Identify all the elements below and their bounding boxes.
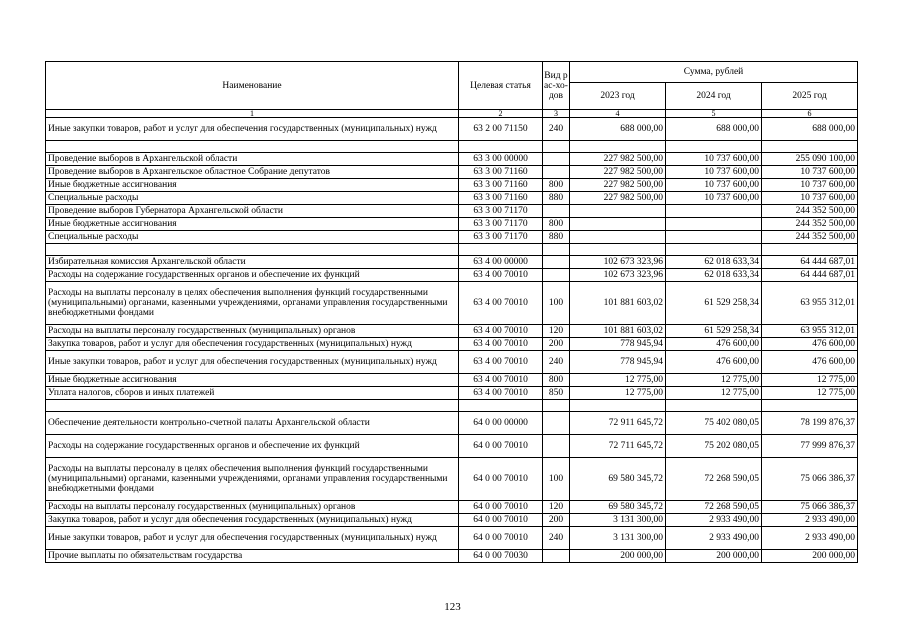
column-number: 5	[666, 110, 762, 118]
row-expense-type: 880	[543, 192, 570, 205]
column-number: 4	[570, 110, 666, 118]
row-amount-2024: 72 268 590,05	[666, 458, 762, 501]
empty-cell	[666, 141, 762, 153]
row-target-article: 64 0 00 70010	[459, 527, 543, 550]
row-amount-2023: 72 911 645,72	[570, 412, 666, 435]
table-row	[46, 192, 858, 205]
column-number: 6	[762, 110, 858, 118]
empty-cell	[46, 400, 459, 412]
row-expense-type: 800	[543, 179, 570, 192]
row-amount-2025: 255 090 100,00	[762, 153, 858, 166]
row-amount-2025: 63 955 312,01	[762, 282, 858, 325]
row-amount-2024: 62 018 633,34	[666, 269, 762, 282]
empty-cell	[666, 244, 762, 256]
table-row	[46, 435, 858, 458]
row-expense-type: 200	[543, 338, 570, 351]
row-target-article: 63 4 00 70010	[459, 338, 543, 351]
row-expense-type: 120	[543, 325, 570, 338]
row-name: Специальные расходы	[46, 192, 459, 205]
page-number: 123	[444, 601, 461, 613]
row-amount-2024: 10 737 600,00	[666, 166, 762, 179]
row-target-article: 63 3 00 71170	[459, 231, 543, 244]
row-expense-type	[543, 153, 570, 166]
row-expense-type: 800	[543, 374, 570, 387]
row-target-article: 63 4 00 70010	[459, 282, 543, 325]
row-target-article: 63 4 00 70010	[459, 374, 543, 387]
empty-cell	[762, 141, 858, 153]
row-expense-type: 800	[543, 218, 570, 231]
row-amount-2025: 64 444 687,01	[762, 256, 858, 269]
row-name: Иные закупки товаров, работ и услуг для обеспечения государственных (муниципальных) нужд	[46, 351, 459, 374]
row-expense-type: 850	[543, 387, 570, 400]
table-row	[46, 501, 858, 514]
table-row	[46, 179, 858, 192]
empty-cell	[543, 400, 570, 412]
row-name: Закупка товаров, работ и услуг для обеспечения государственных (муниципальных) нужд	[46, 514, 459, 527]
table-row	[46, 514, 858, 527]
row-amount-2025: 78 199 876,37	[762, 412, 858, 435]
row-target-article: 63 3 00 71160	[459, 179, 543, 192]
row-amount-2023: 12 775,00	[570, 374, 666, 387]
empty-cell	[459, 244, 543, 256]
row-name: Закупка товаров, работ и услуг для обеспечения государственных (муниципальных) нужд	[46, 338, 459, 351]
table-body	[46, 118, 858, 563]
row-amount-2023: 227 982 500,00	[570, 153, 666, 166]
row-amount-2023: 227 982 500,00	[570, 192, 666, 205]
header-sum: Сумма, рублей	[570, 62, 858, 83]
header-target-article: Целевая статья	[459, 62, 543, 110]
row-amount-2025: 688 000,00	[762, 118, 858, 141]
table-row	[46, 325, 858, 338]
column-number: 3	[543, 110, 570, 118]
row-amount-2025: 10 737 600,00	[762, 166, 858, 179]
row-amount-2025: 2 933 490,00	[762, 527, 858, 550]
row-target-article: 63 3 00 71170	[459, 218, 543, 231]
row-expense-type	[543, 412, 570, 435]
row-name: Расходы на выплаты персоналу в целях обеспечения выполнения функций государственными (муниципальными) органами, казенными учреждениями, органами управления государственными внебюджетными фондами	[46, 458, 459, 501]
table-row	[46, 218, 858, 231]
empty-cell	[459, 400, 543, 412]
row-amount-2023: 69 580 345,72	[570, 501, 666, 514]
row-amount-2023: 72 711 645,72	[570, 435, 666, 458]
row-expense-type	[543, 435, 570, 458]
row-amount-2023	[570, 205, 666, 218]
table-row	[46, 166, 858, 179]
row-amount-2023: 778 945,94	[570, 351, 666, 374]
row-amount-2023	[570, 218, 666, 231]
row-amount-2024: 688 000,00	[666, 118, 762, 141]
row-target-article: 63 4 00 70010	[459, 269, 543, 282]
row-amount-2024: 72 268 590,05	[666, 501, 762, 514]
row-amount-2024: 200 000,00	[666, 550, 762, 563]
table-row	[46, 269, 858, 282]
row-target-article: 64 0 00 70010	[459, 435, 543, 458]
row-amount-2023: 200 000,00	[570, 550, 666, 563]
row-target-article: 64 0 00 70030	[459, 550, 543, 563]
row-amount-2025: 10 737 600,00	[762, 179, 858, 192]
table-row	[46, 205, 858, 218]
row-amount-2024: 75 402 080,05	[666, 412, 762, 435]
row-name: Прочие выплаты по обязательствам государства	[46, 550, 459, 563]
row-expense-type: 240	[543, 527, 570, 550]
table-row	[46, 458, 858, 501]
row-amount-2024: 476 600,00	[666, 338, 762, 351]
row-amount-2025: 12 775,00	[762, 387, 858, 400]
table-row	[46, 351, 858, 374]
empty-cell	[543, 141, 570, 153]
row-expense-type	[543, 256, 570, 269]
table-spacer-row	[46, 141, 858, 153]
header-year-2023: 2023 год	[570, 83, 666, 110]
row-amount-2025: 244 352 500,00	[762, 231, 858, 244]
row-amount-2023: 778 945,94	[570, 338, 666, 351]
row-amount-2025: 476 600,00	[762, 338, 858, 351]
row-amount-2024	[666, 205, 762, 218]
row-amount-2024: 2 933 490,00	[666, 514, 762, 527]
row-target-article: 64 0 00 70010	[459, 458, 543, 501]
row-expense-type: 100	[543, 458, 570, 501]
row-amount-2025: 10 737 600,00	[762, 192, 858, 205]
header-name: Наименование	[46, 62, 459, 110]
row-name: Уплата налогов, сборов и иных платежей	[46, 387, 459, 400]
row-name: Иные закупки товаров, работ и услуг для обеспечения государственных (муниципальных) нужд	[46, 118, 459, 141]
column-number: 2	[459, 110, 543, 118]
row-expense-type	[543, 166, 570, 179]
row-name: Избирательная комиссия Архангельской области	[46, 256, 459, 269]
table-row	[46, 374, 858, 387]
empty-cell	[666, 400, 762, 412]
row-name: Расходы на содержание государственных органов и обеспечение их функций	[46, 269, 459, 282]
row-amount-2024: 2 933 490,00	[666, 527, 762, 550]
row-amount-2024	[666, 231, 762, 244]
row-target-article: 64 0 00 70010	[459, 501, 543, 514]
row-expense-type	[543, 269, 570, 282]
empty-cell	[570, 400, 666, 412]
row-amount-2023: 227 982 500,00	[570, 166, 666, 179]
row-expense-type	[543, 205, 570, 218]
row-name: Обеспечение деятельности контрольно-счетной палаты Архангельской области	[46, 412, 459, 435]
row-target-article: 63 4 00 70010	[459, 325, 543, 338]
empty-cell	[762, 244, 858, 256]
table-row	[46, 118, 858, 141]
header-year-2025: 2025 год	[762, 83, 858, 110]
row-amount-2024: 61 529 258,34	[666, 325, 762, 338]
row-name: Расходы на выплаты персоналу в целях обеспечения выполнения функций государственными (муниципальными) органами, казенными учреждениями, органами управления государственными внебюджетными фондами	[46, 282, 459, 325]
row-amount-2024: 12 775,00	[666, 374, 762, 387]
row-amount-2024: 10 737 600,00	[666, 179, 762, 192]
table-row	[46, 282, 858, 325]
empty-cell	[570, 141, 666, 153]
row-amount-2023: 102 673 323,96	[570, 269, 666, 282]
table-section-row	[46, 153, 858, 166]
header-year-2024: 2024 год	[666, 83, 762, 110]
row-amount-2024: 62 018 633,34	[666, 256, 762, 269]
budget-table	[45, 61, 858, 563]
row-target-article: 63 3 00 71170	[459, 205, 543, 218]
row-target-article: 63 4 00 70010	[459, 351, 543, 374]
row-amount-2023: 101 881 603,02	[570, 325, 666, 338]
empty-cell	[459, 141, 543, 153]
row-amount-2023: 688 000,00	[570, 118, 666, 141]
row-amount-2025: 476 600,00	[762, 351, 858, 374]
row-target-article: 64 0 00 00000	[459, 412, 543, 435]
row-expense-type: 100	[543, 282, 570, 325]
row-name: Иные бюджетные ассигнования	[46, 218, 459, 231]
empty-cell	[762, 400, 858, 412]
row-amount-2024: 61 529 258,34	[666, 282, 762, 325]
table-spacer-row	[46, 400, 858, 412]
row-amount-2023: 102 673 323,96	[570, 256, 666, 269]
row-amount-2025: 75 066 386,37	[762, 458, 858, 501]
row-amount-2023: 69 580 345,72	[570, 458, 666, 501]
row-amount-2025: 12 775,00	[762, 374, 858, 387]
row-name: Проведение выборов в Архангельской области	[46, 153, 459, 166]
row-name: Иные бюджетные ассигнования	[46, 179, 459, 192]
row-expense-type: 240	[543, 118, 570, 141]
row-target-article: 63 2 00 71150	[459, 118, 543, 141]
table-row	[46, 527, 858, 550]
row-amount-2023: 101 881 603,02	[570, 282, 666, 325]
empty-cell	[46, 244, 459, 256]
empty-cell	[570, 244, 666, 256]
row-target-article: 63 3 00 71160	[459, 166, 543, 179]
row-amount-2025: 64 444 687,01	[762, 269, 858, 282]
table-section-row	[46, 412, 858, 435]
row-amount-2025: 77 999 876,37	[762, 435, 858, 458]
table-spacer-row	[46, 244, 858, 256]
row-name: Проведение выборов Губернатора Архангельской области	[46, 205, 459, 218]
row-amount-2025: 63 955 312,01	[762, 325, 858, 338]
row-amount-2024	[666, 218, 762, 231]
row-amount-2023: 3 131 300,00	[570, 527, 666, 550]
table-row	[46, 231, 858, 244]
row-target-article: 63 4 00 70010	[459, 387, 543, 400]
row-name: Расходы на выплаты персоналу государственных (муниципальных) органов	[46, 325, 459, 338]
empty-cell	[543, 244, 570, 256]
row-target-article: 64 0 00 70010	[459, 514, 543, 527]
row-target-article: 63 3 00 00000	[459, 153, 543, 166]
table-section-row	[46, 256, 858, 269]
table-row	[46, 387, 858, 400]
row-expense-type: 240	[543, 351, 570, 374]
row-target-article: 63 4 00 00000	[459, 256, 543, 269]
header-expense-type: Вид рас-хо-дов	[543, 62, 570, 110]
table-row	[46, 338, 858, 351]
row-target-article: 63 3 00 71160	[459, 192, 543, 205]
row-amount-2025: 200 000,00	[762, 550, 858, 563]
row-name: Специальные расходы	[46, 231, 459, 244]
row-amount-2023: 227 982 500,00	[570, 179, 666, 192]
row-name: Расходы на выплаты персоналу государственных (муниципальных) органов	[46, 501, 459, 514]
row-amount-2025: 2 933 490,00	[762, 514, 858, 527]
row-amount-2024: 12 775,00	[666, 387, 762, 400]
row-amount-2024: 75 202 080,05	[666, 435, 762, 458]
empty-cell	[46, 141, 459, 153]
row-name: Иные бюджетные ассигнования	[46, 374, 459, 387]
row-name: Иные закупки товаров, работ и услуг для обеспечения государственных (муниципальных) нужд	[46, 527, 459, 550]
row-expense-type	[543, 550, 570, 563]
column-number-row	[46, 110, 858, 118]
row-amount-2024: 10 737 600,00	[666, 153, 762, 166]
row-amount-2025: 244 352 500,00	[762, 218, 858, 231]
row-amount-2024: 10 737 600,00	[666, 192, 762, 205]
column-number: 1	[46, 110, 459, 118]
row-expense-type: 200	[543, 514, 570, 527]
row-name: Расходы на содержание государственных органов и обеспечение их функций	[46, 435, 459, 458]
row-name: Проведение выборов в Архангельское областное Собрание депутатов	[46, 166, 459, 179]
table-row	[46, 550, 858, 563]
row-amount-2023: 12 775,00	[570, 387, 666, 400]
row-expense-type: 120	[543, 501, 570, 514]
row-amount-2024: 476 600,00	[666, 351, 762, 374]
row-amount-2023: 3 131 300,00	[570, 514, 666, 527]
row-expense-type: 880	[543, 231, 570, 244]
row-amount-2025: 244 352 500,00	[762, 205, 858, 218]
row-amount-2023	[570, 231, 666, 244]
row-amount-2025: 75 066 386,37	[762, 501, 858, 514]
